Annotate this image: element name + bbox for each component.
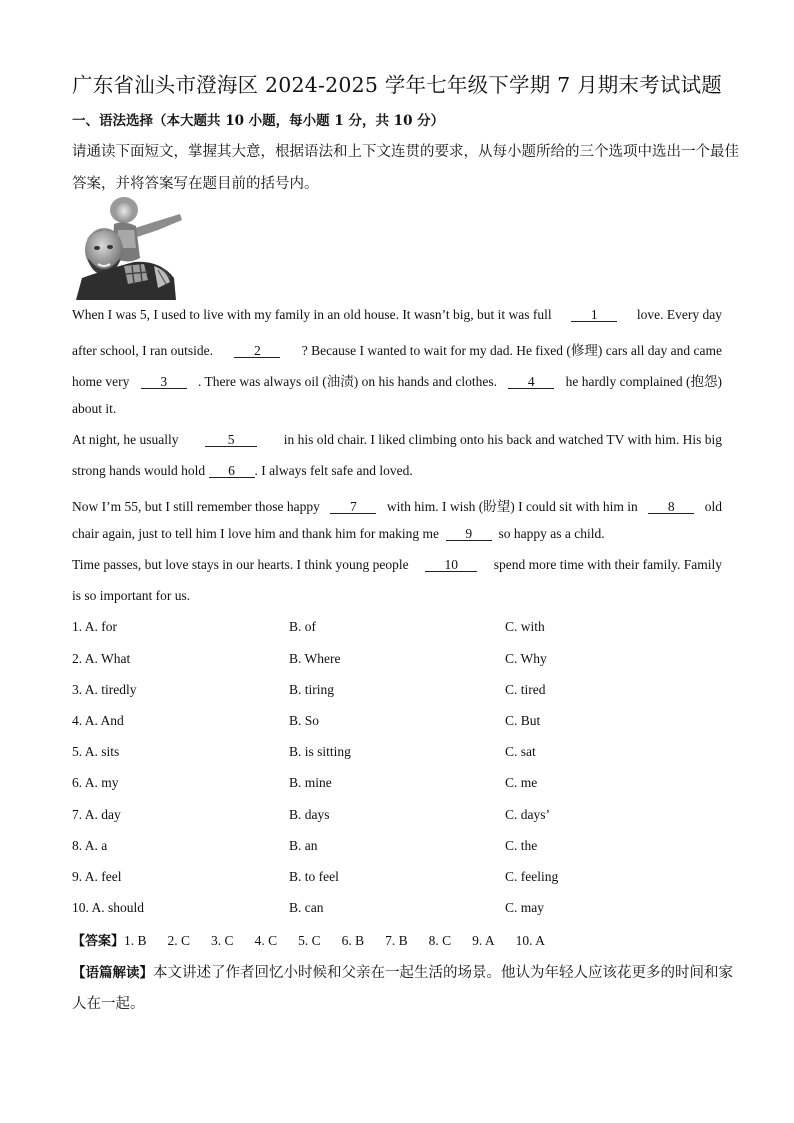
option-c: C. sat [505,744,536,759]
option-a: 8. A. a [72,838,108,853]
answer-item: 5. C [298,933,321,948]
analysis-label: 【语篇解读】 [72,965,153,981]
passage-text: Time passes, but love stays in our hearts. I think young people [72,557,409,572]
option-b: B. is sitting [289,744,351,759]
option-b: B. tiring [289,682,335,697]
blank-5: 5 [205,433,257,447]
option-a: 6. A. my [72,775,119,790]
passage-line-6 [72,463,722,479]
answer-item: 3. C [211,933,234,948]
option-b: B. to feel [289,869,339,884]
answer-item: 8. C [428,933,452,948]
option-a: 10. A. should [72,900,145,915]
passage-text: Now I’m 55, but I still remember those happy [72,499,320,514]
passage-text: is so important for us. [72,588,191,603]
passage-line-2 [72,339,722,359]
passage-line-1 [72,307,722,323]
passage-text: spend more time with their family. Family [493,557,722,572]
blank-2: 2 [234,344,280,358]
passage-text: chair again, just to tell him I love him and thank him for making me [72,526,440,541]
option-b: B. an [289,838,318,853]
passage-text: he hardly complained (抱怨) [565,374,722,389]
passage-text: after school, I ran outside. [72,343,213,358]
passage-line-7 [72,495,722,515]
passage-text: old [704,499,722,514]
passage-line-3 [72,370,722,390]
answer-label: 【答案】 [72,934,125,949]
blank-9: 9 [446,527,492,541]
option-a: 3. A. tiredly [72,682,137,697]
option-b: B. mine [289,775,332,790]
passage-line-8 [72,526,722,542]
passage-text: in his old chair. I liked climbing onto his back and watched TV with him. His big [283,432,722,447]
answer-key [72,930,566,949]
answer-item: 4. C [254,933,278,948]
answer-item: 7. B [385,933,408,948]
answer-item: 2. C [167,933,191,948]
option-c: C. the [505,838,538,853]
passage-text: so happy as a child. [498,526,605,541]
father-child-photo [74,196,184,300]
option-b: B. can [289,900,324,915]
answer-item: 1. B [124,933,147,948]
option-c: C. days’ [505,807,550,822]
analysis-line-2: 人在一起。 [72,996,145,1012]
option-a: 2. A. What [72,651,131,666]
blank-4: 4 [508,375,554,389]
option-a: 9. A. feel [72,869,122,884]
answer-item: 10. A [515,933,545,948]
option-c: C. But [505,713,541,728]
blank-7: 7 [330,500,376,514]
instruction-line-2: 答案，并将答案写在题目前的括号内。 [72,176,319,192]
option-c: C. with [505,619,545,634]
page-title: 广东省汕头市澄海区 2024-2025 学年七年级下学期 7 月期末考试试题 [72,73,722,97]
option-c: C. me [505,775,538,790]
passage-text: with him. I wish (盼望) I could sit with him in [386,499,638,514]
passage-text: home very [72,374,130,389]
passage-text: love. Every day [636,307,722,322]
blank-3: 3 [141,375,187,389]
blank-10: 10 [425,558,477,572]
analysis-text: 本文讲述了作者回忆小时候和父亲在一起生活的场景。他认为年轻人应该花更多的时间和家 [153,965,733,981]
passage-text: At night, he usually [72,432,179,447]
blank-6: 6 [209,464,255,478]
answer-item: 9. A [472,933,495,948]
blank-8: 8 [648,500,694,514]
passage-line-9 [72,557,722,573]
option-c: C. tired [505,682,546,697]
answer-item: 6. B [341,933,365,948]
option-b: B. So [289,713,320,728]
option-c: C. may [505,900,544,915]
passage-line-5 [72,432,722,448]
passage-line-10 [72,588,722,604]
passage-text: about it. [72,401,117,416]
passage-text: . There was always oil (油渍) on his hands and clothes. [198,374,497,389]
option-a: 7. A. day [72,807,121,822]
option-b: B. Where [289,651,341,666]
analysis-line-1 [72,961,733,982]
passage-text: strong hands would hold [72,463,206,478]
option-c: C. feeling [505,869,559,884]
option-a: 5. A. sits [72,744,120,759]
option-b: B. days [289,807,330,822]
option-c: C. Why [505,651,547,666]
option-b: B. of [289,619,316,634]
passage-text: . I always felt safe and loved. [254,463,413,478]
passage-text: ? Because I wanted to wait for my dad. He fixed (修理) cars all day and came [301,343,722,358]
passage-text: When I was 5, I used to live with my family in an old house. It wasn’t big, but it was full [72,307,552,322]
passage-line-4 [72,401,722,417]
option-a: 1. A. for [72,619,117,634]
blank-1: 1 [571,308,617,322]
option-a: 4. A. And [72,713,124,728]
section-heading: 一、语法选择（本大题共 10 小题，每小题 1 分，共 10 分） [72,113,445,129]
instruction-line-1: 请通读下面短文，掌握其大意，根据语法和上下文连贯的要求，从每小题所给的三个选项中选出一个最佳 [72,144,739,160]
